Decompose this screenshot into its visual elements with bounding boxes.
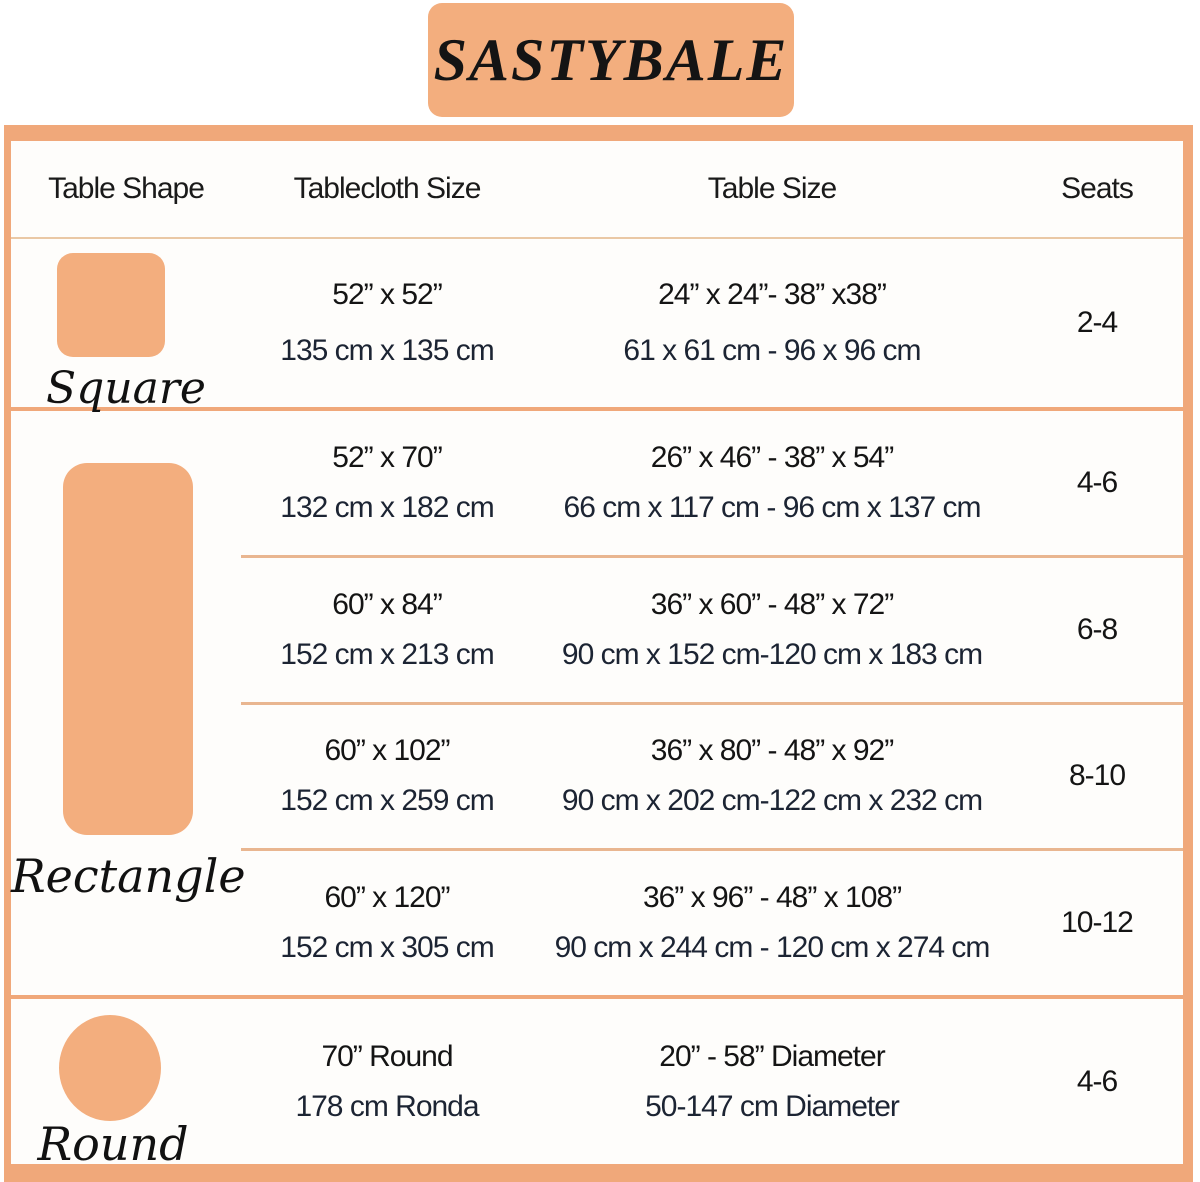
rectangle-subrows	[241, 411, 1183, 995]
tablecloth-size-inches: 60” x 84”	[332, 587, 442, 621]
tablecloth-size-cm: 152 cm x 305 cm	[280, 931, 494, 965]
table-size-cm: 61 x 61 cm - 96 x 96 cm	[623, 334, 921, 367]
brand-logo-text: SASTYBALE	[433, 26, 789, 93]
table-size-cm: 90 cm x 202 cm-122 cm x 232 cm	[561, 784, 983, 818]
tablecloth-size-cell	[241, 1040, 533, 1124]
square-shape-cell	[11, 239, 241, 414]
table-size-cell	[533, 588, 1011, 672]
tablecloth-size-cm: 152 cm x 213 cm	[280, 637, 494, 671]
table-size-cm: 90 cm x 152 cm-120 cm x 183 cm	[561, 637, 983, 671]
seats-value: 4-6	[1076, 1064, 1118, 1098]
table-size-cell	[533, 441, 1011, 525]
seats-value: 10-12	[1061, 906, 1133, 940]
tablecloth-size-cm: 152 cm x 259 cm	[280, 784, 494, 818]
round-shape-cell	[11, 999, 241, 1171]
table-size-cell	[533, 881, 1011, 965]
table-row	[241, 411, 1183, 558]
shape-label-round: Round	[37, 1117, 189, 1171]
table-size-inches: 20” - 58” Diameter	[659, 1039, 885, 1073]
rectangle-shape-icon	[63, 463, 193, 835]
size-chart-table	[11, 141, 1183, 1171]
table-size-cell	[533, 734, 1011, 818]
table-size-inches: 24” x 24”- 38” x38”	[658, 278, 886, 311]
table-row	[241, 851, 1183, 995]
brand-logo	[428, 3, 794, 117]
tablecloth-size-inches: 60” x 102”	[324, 734, 450, 768]
header-table-shape: Table Shape	[48, 172, 204, 205]
shape-label-square: Square	[46, 363, 206, 414]
tablecloth-size-cell	[241, 734, 533, 818]
table-size-inches: 36” x 96” - 48” x 108”	[642, 881, 902, 915]
tablecloth-size-cell	[241, 588, 533, 672]
table-size-inches: 26” x 46” - 38” x 54”	[650, 440, 894, 474]
circle-shape-icon	[59, 1015, 161, 1121]
tablecloth-size-cell	[241, 278, 533, 368]
table-row-square	[11, 239, 1183, 414]
header-tablecloth-size: Tablecloth Size	[293, 172, 481, 205]
seats-value: 8-10	[1068, 759, 1126, 793]
header-seats: Seats	[1061, 172, 1133, 205]
seats-value: 6-8	[1076, 612, 1118, 646]
table-row	[241, 558, 1183, 705]
tablecloth-size-inches: 60” x 120”	[324, 881, 450, 915]
table-row-group-rectangle	[11, 411, 1183, 999]
table-header-row	[11, 141, 1183, 239]
seats-value: 2-4	[1076, 306, 1118, 339]
tablecloth-size-inches: 52” x 70”	[332, 440, 442, 474]
table-size-cell	[533, 1040, 1011, 1124]
rectangle-shape-cell	[11, 411, 246, 995]
tablecloth-size-cm: 135 cm x 135 cm	[280, 334, 494, 367]
square-shape-icon	[57, 253, 165, 357]
header-table-size: Table Size	[707, 172, 837, 205]
tablecloth-size-inches: 52” x 52”	[332, 278, 442, 311]
tablecloth-size-cm: 132 cm x 182 cm	[280, 490, 494, 524]
table-size-cell	[533, 278, 1011, 368]
table-size-cm: 90 cm x 244 cm - 120 cm x 274 cm	[554, 931, 990, 965]
shape-label-rectangle: Rectangle	[11, 849, 246, 903]
tablecloth-size-cell	[241, 441, 533, 525]
tablecloth-size-cell	[241, 881, 533, 965]
table-size-cm: 50-147 cm Diameter	[645, 1089, 899, 1123]
tablecloth-size-cm: 178 cm Ronda	[295, 1089, 479, 1123]
size-chart-frame	[4, 125, 1193, 1182]
table-row	[241, 705, 1183, 852]
table-size-inches: 36” x 80” - 48” x 92”	[650, 734, 894, 768]
table-size-cm: 66 cm x 117 cm - 96 cm x 137 cm	[563, 490, 981, 524]
table-row-round	[11, 999, 1183, 1171]
seats-value: 4-6	[1076, 465, 1118, 499]
tablecloth-size-inches: 70” Round	[321, 1039, 453, 1073]
table-size-inches: 36” x 60” - 48” x 72”	[650, 587, 894, 621]
